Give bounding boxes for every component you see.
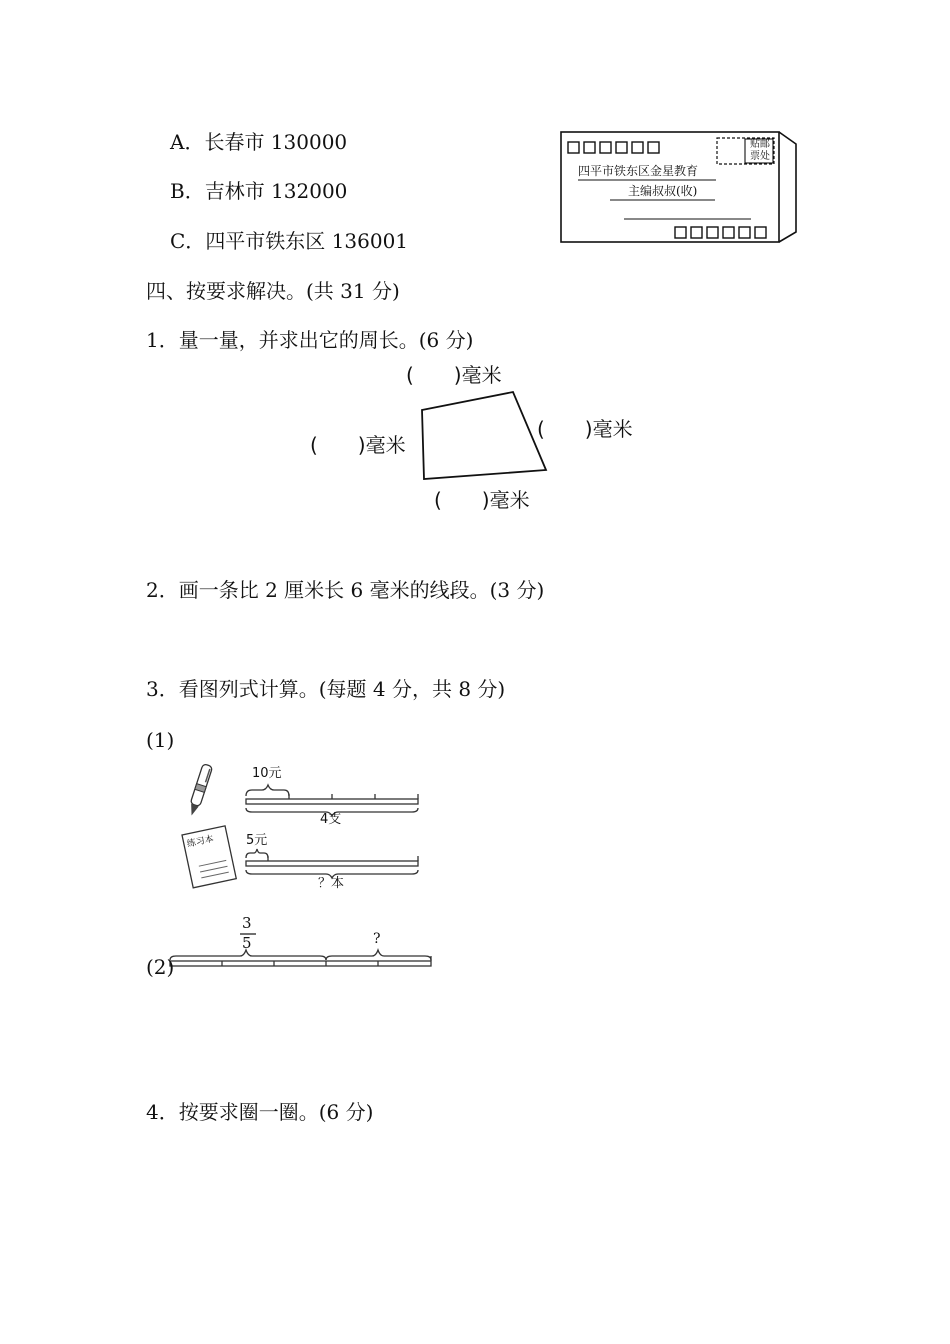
option-a-letter: A．	[170, 130, 205, 154]
notebook-count-label: ？本	[318, 876, 345, 891]
fraction-denominator: 5	[242, 934, 252, 952]
q3-sub2-label: (2)	[146, 955, 175, 979]
notebook-title: 练习本	[186, 834, 215, 850]
stamp-label: 贴邮票处	[750, 139, 770, 162]
option-a-text: 长春市 130000	[204, 130, 348, 154]
q3-text: 3．看图列式计算。(每题 4 分，共 8 分)	[146, 677, 506, 701]
option-c-text: 四平市铁东区 136001	[205, 229, 409, 253]
unknown-mark: ?	[373, 931, 381, 947]
option-c-letter: C．	[170, 229, 206, 253]
section-4-title: 四、按要求解决。(共 31 分)	[146, 279, 400, 303]
fraction-bar	[170, 950, 431, 966]
envelope-address: 四平市铁东区金星教育	[578, 164, 699, 178]
option-b-letter: B．	[170, 179, 205, 203]
q1-bottom-label: ( )毫米	[434, 488, 530, 512]
pen-price-label: 10元	[252, 766, 282, 781]
q1-right-label: ( )毫米	[537, 417, 633, 441]
fraction-numerator: 3	[242, 914, 252, 932]
q4-text: 4．按要求圈一圈。(6 分)	[146, 1100, 374, 1124]
notebook-price-label: 5元	[246, 833, 268, 848]
envelope-recipient: 主编叔叔(收)	[628, 184, 698, 198]
q1-text: 1．量一量，并求出它的周长。(6 分)	[146, 328, 474, 352]
notebook-bar	[246, 849, 418, 878]
q1-left-label: ( )毫米	[310, 433, 406, 457]
q1-top-label: ( )毫米	[406, 363, 502, 387]
q2-text: 2．画一条比 2 厘米长 6 毫米的线段。(3 分)	[146, 578, 545, 602]
pen-icon	[187, 764, 213, 817]
q3-sub1-label: (1)	[146, 728, 175, 752]
option-b-text: 吉林市 132000	[204, 179, 348, 203]
pen-count-label: 4支	[320, 812, 342, 827]
